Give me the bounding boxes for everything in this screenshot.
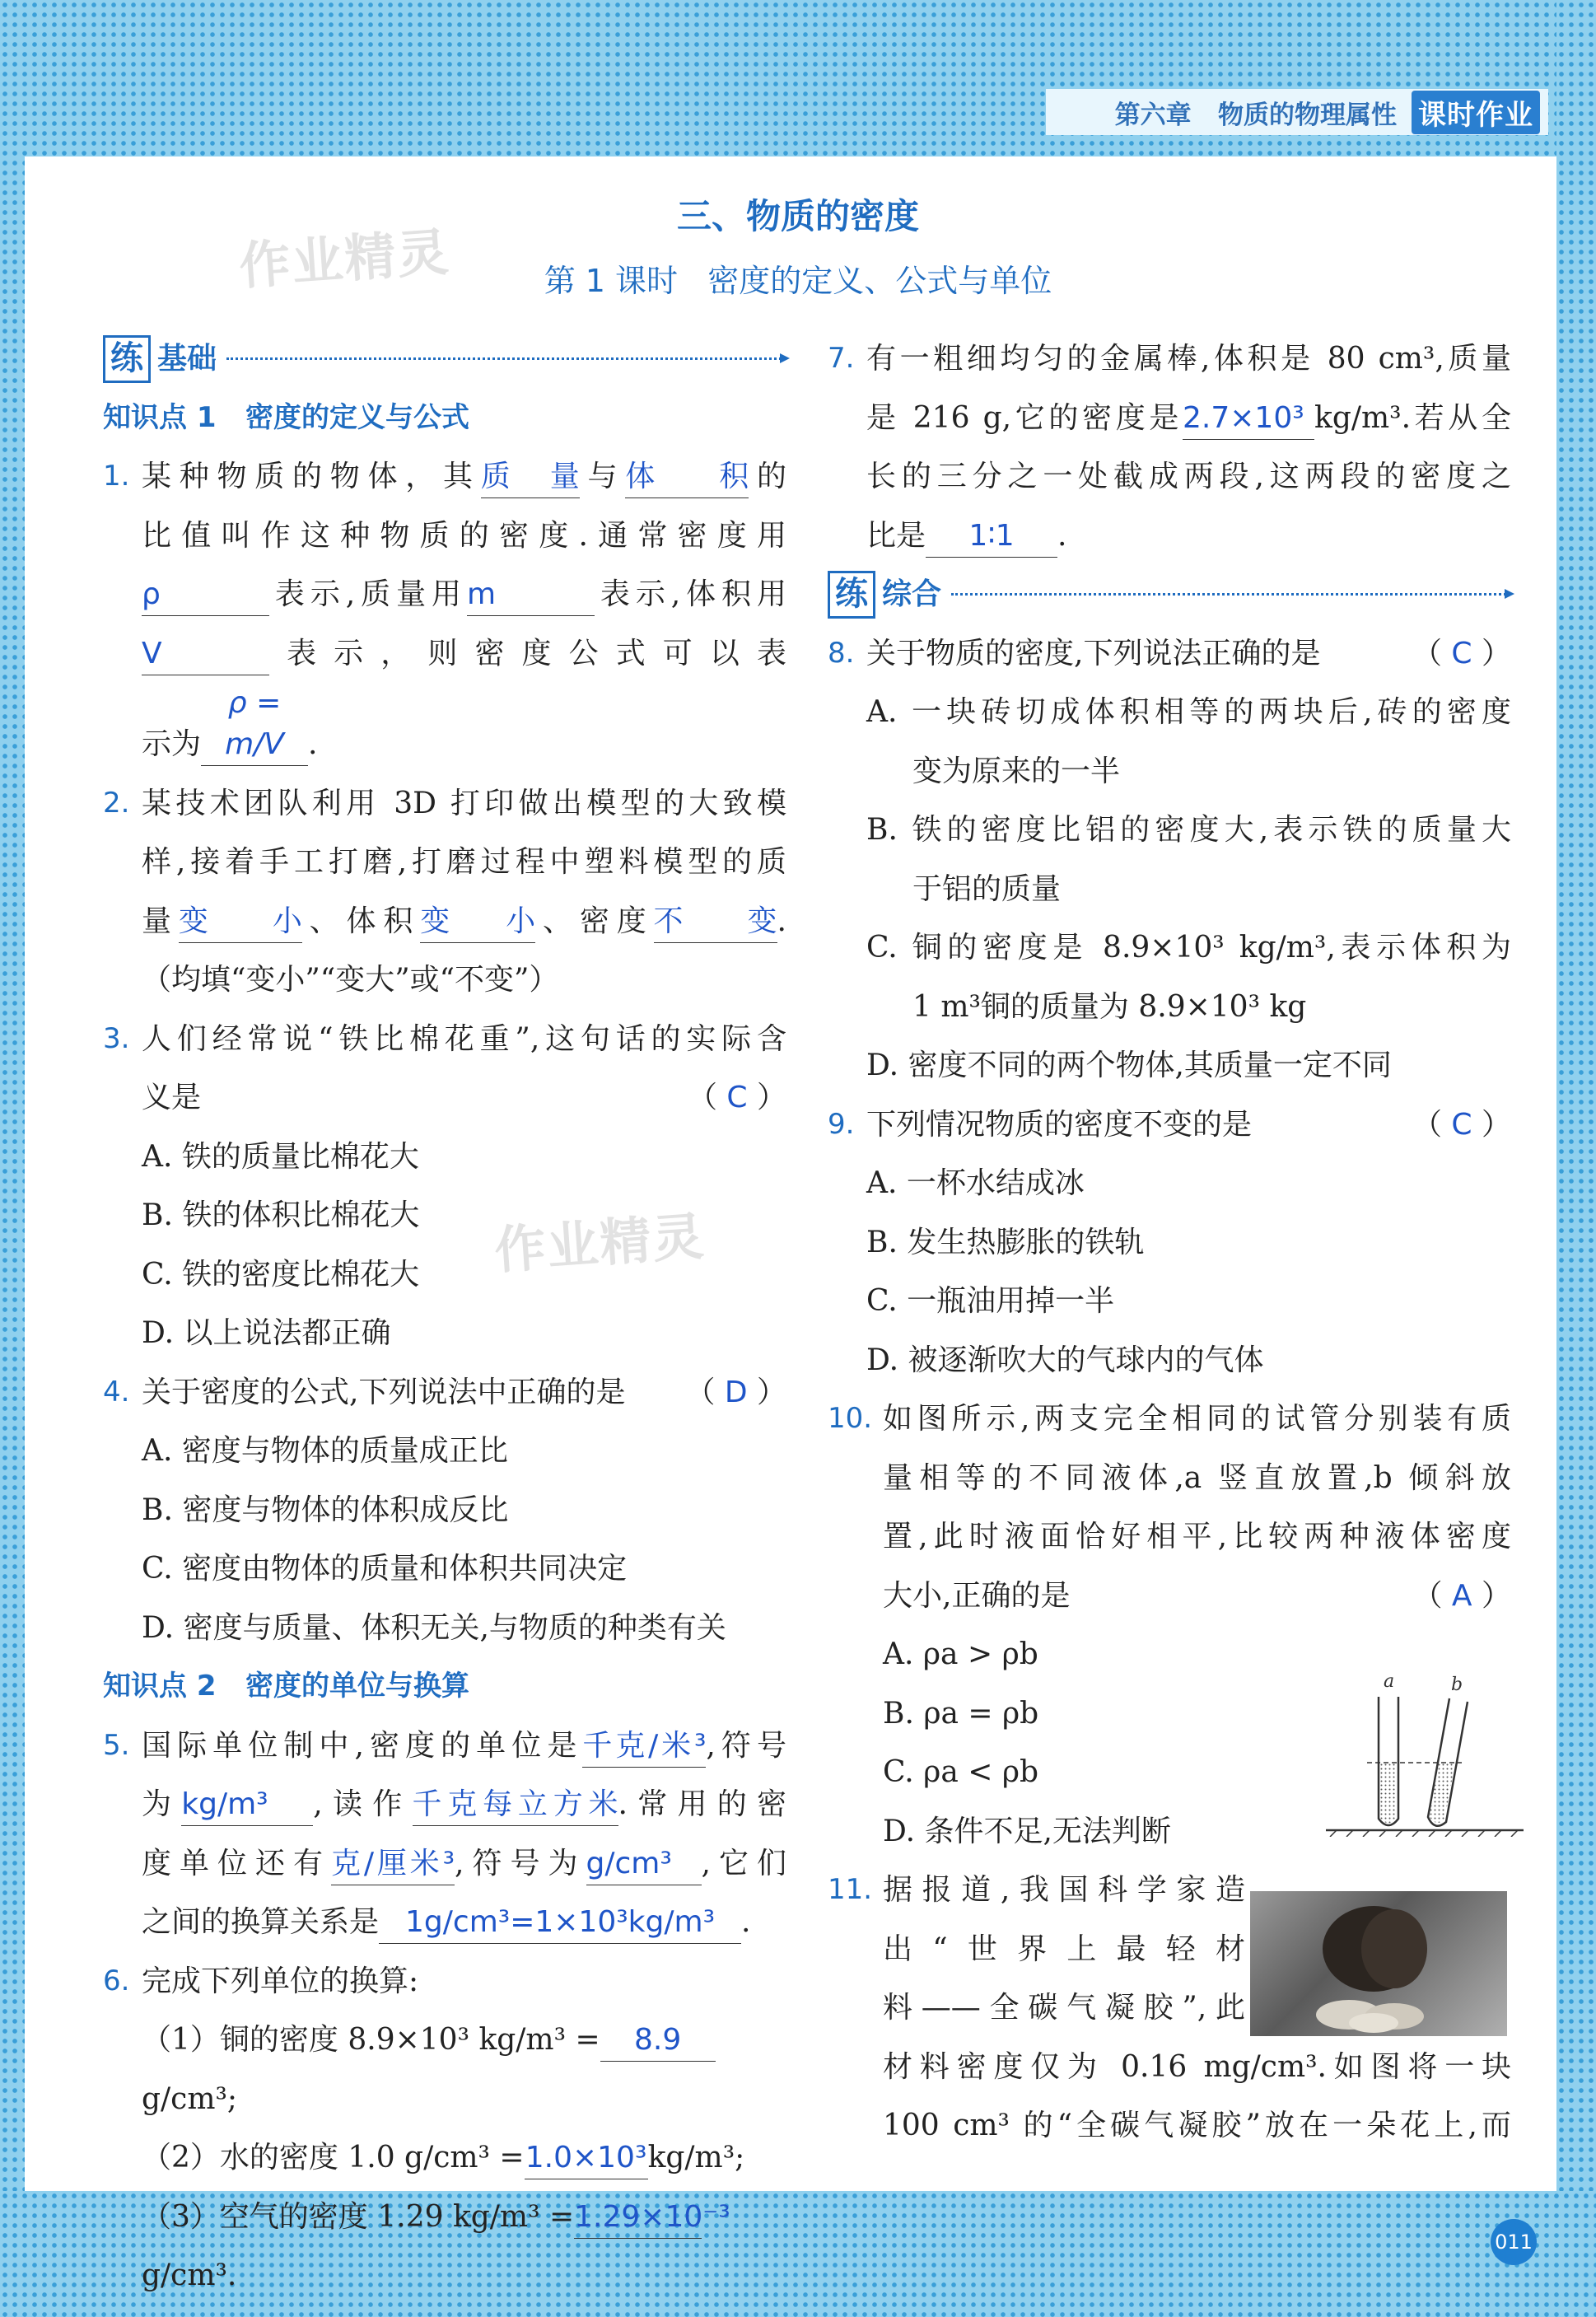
tube-a-label: a — [1384, 1671, 1395, 1692]
aerogel-photo — [1250, 1891, 1507, 2036]
page-number: 011 — [1491, 2219, 1537, 2265]
answer-blank: 不变 — [654, 901, 777, 943]
text: 的 — [749, 460, 786, 493]
option: B. 发生热膨胀的铁轨 — [866, 1225, 1145, 1259]
option: A. 一块砖切成体积相等的两块后,砖的密度 — [866, 695, 1511, 729]
answer-choice: D — [724, 1375, 748, 1409]
text: . — [1057, 518, 1067, 553]
text: 某技术团队利用 3D 打印做出模型的大致模 — [142, 786, 786, 820]
text: . — [777, 904, 786, 938]
text: 完成下列单位的换算: — [142, 1964, 419, 1998]
question-8 — [828, 624, 1511, 684]
option: B. ρa = ρb — [883, 1696, 1039, 1731]
text: 量相等的不同液体,a 竖直放置,b 倾斜放 — [883, 1460, 1511, 1495]
option: A. ρa > ρb — [883, 1637, 1038, 1671]
answer-blank: 变小 — [179, 901, 302, 943]
text: 材料密度仅为 0.16 mg/cm³.如图将一块 — [883, 2049, 1511, 2084]
answer-blank: ρ — [142, 574, 269, 616]
text: . — [308, 727, 318, 761]
question-number: 3. — [103, 1021, 130, 1055]
text: g/cm³. — [142, 2259, 237, 2292]
text: 量 — [142, 904, 179, 938]
test-tubes-figure — [1326, 1656, 1524, 1837]
text: kg/m³.若从全 — [1314, 400, 1511, 435]
question-number: 5. — [103, 1728, 130, 1762]
text: 人们经常说“铁比棉花重”,这句话的实际含 — [142, 1021, 786, 1056]
text: （3）空气的密度 1.29 kg/m³ = — [142, 2199, 575, 2234]
question-number: 11. — [828, 1873, 873, 1906]
text: 置,此时液面恰好相平,比较两种液体密度 — [883, 1520, 1511, 1553]
text: 义是 — [142, 1081, 202, 1114]
option: B. 铁的密度比铝的密度大,表示铁的质量大 — [866, 813, 1511, 847]
text: （1）铜的密度 8.9×10³ kg/m³ = — [142, 2023, 600, 2057]
text: 长的三分之一处截成两段,这两段的密度之 — [866, 460, 1511, 493]
text: 是 216 g,它的密度是 — [866, 400, 1183, 435]
question-9 — [828, 1095, 1511, 1155]
text: 表示，则密度公式可以表 — [269, 636, 786, 670]
option: D. 条件不足,无法判断 — [883, 1814, 1171, 1848]
text: 比是 — [866, 518, 926, 553]
arrow-divider — [226, 357, 786, 360]
option: C. 铁的密度比棉花大 — [142, 1257, 420, 1292]
question-5 — [103, 1717, 786, 1952]
text: 关于密度的公式,下列说法中正确的是 — [142, 1375, 626, 1409]
answer-blank: 1.29×10⁻³ — [574, 2197, 702, 2239]
question-number: 4. — [103, 1375, 130, 1408]
answer-blank: 质量 — [481, 456, 580, 498]
question-2 — [103, 774, 786, 1010]
option: B. 密度与物体的体积成反比 — [142, 1493, 509, 1527]
answer-blank: 变小 — [420, 901, 535, 943]
text: 国际单位制中,密度的单位是 — [142, 1728, 583, 1763]
text: 料——全碳气凝胶”,此 — [883, 1991, 1245, 2025]
question-number: 10. — [828, 1402, 873, 1435]
right-column — [828, 329, 1511, 2156]
answer-blank: V — [142, 633, 269, 675]
text: 如图所示,两支完全相同的试管分别装有质 — [883, 1402, 1511, 1436]
option: C. ρa < ρb — [883, 1755, 1039, 1789]
option: D. 密度不同的两个物体,其质量一定不同 — [866, 1049, 1392, 1082]
watermark: 作业精灵 — [492, 1206, 707, 1281]
sub-question-1 — [103, 2011, 786, 2128]
option: D. 密度与质量、体积无关,与物质的种类有关 — [142, 1610, 726, 1645]
text: （2）水的密度 1.0 g/cm³ = — [142, 2141, 525, 2175]
text: 出“世界上最轻材 — [883, 1932, 1245, 1966]
text: 、密度 — [535, 904, 654, 938]
text: ,符号 — [706, 1728, 786, 1763]
practice-badge: 练 — [103, 335, 151, 383]
answer-blank: 2.7×10³ — [1183, 398, 1314, 440]
text: ,符号为 — [455, 1846, 586, 1880]
text: 样,接着手工打磨,打磨过程中塑料模型的质 — [142, 845, 786, 879]
arrow-divider — [951, 593, 1511, 596]
text: .常用的密 — [618, 1787, 786, 1821]
question-7 — [828, 329, 1511, 565]
text: 某种物质的物体，其 — [142, 460, 481, 493]
answer-paren: （ C ） — [1412, 1107, 1511, 1142]
option: 于铝的质量 — [912, 871, 1062, 906]
option: C. 一瓶油用掉一半 — [866, 1284, 1115, 1318]
brand-logo: 课时作业 — [1412, 91, 1540, 134]
option: D. 以上说法都正确 — [142, 1316, 391, 1350]
text: 表示,质量用 — [269, 577, 467, 611]
tube-a — [1379, 1697, 1398, 1825]
answer-choice: A — [1451, 1578, 1472, 1613]
text: 比值叫作这种物质的密度.通常密度用 — [142, 518, 786, 553]
text: 大小,正确的是 — [883, 1578, 1071, 1613]
answer-blank: 克/厘米³ — [331, 1843, 455, 1885]
sub-question-2 — [103, 2128, 786, 2188]
basics-label: 基础 — [157, 342, 217, 376]
answer-paren: （ C ） — [1412, 636, 1511, 670]
question-number: 7. — [828, 342, 855, 375]
question-6 — [103, 1952, 786, 2011]
answer-blank: m — [467, 574, 595, 616]
sub-question-3 — [103, 2188, 786, 2305]
text: 度单位还有 — [142, 1846, 332, 1880]
comprehensive-header — [828, 565, 1511, 624]
right-dotted-band — [1556, 0, 1596, 2317]
text: 下列情况物质的密度不变的是 — [866, 1107, 1253, 1142]
watermark: 作业精灵 — [237, 222, 452, 297]
chapter-title: 第六章 物质的物理属性 — [1114, 100, 1397, 130]
answer-blank: ρ = m/V — [201, 683, 308, 766]
question-3 — [103, 1010, 786, 1128]
option: C. 密度由物体的质量和体积共同决定 — [142, 1552, 628, 1586]
option: B. 铁的体积比棉花大 — [142, 1198, 420, 1232]
text: ,它们 — [701, 1846, 786, 1880]
answer-blank: 1∶1 — [926, 516, 1057, 558]
option: A. 密度与物体的质量成正比 — [142, 1434, 508, 1468]
question-10 — [828, 1390, 1511, 1625]
left-column — [103, 329, 786, 2305]
text: kg/m³; — [647, 2141, 745, 2175]
tube-b-label: b — [1451, 1675, 1463, 1695]
running-header — [1046, 89, 1548, 135]
section-title: 三、物质的密度 — [676, 196, 919, 236]
answer-blank: 8.9 — [600, 2020, 716, 2062]
answer-paren: （ A ） — [1412, 1578, 1511, 1613]
text: 关于物质的密度,下列说法正确的是 — [866, 636, 1321, 670]
comprehensive-label: 综合 — [882, 577, 942, 611]
instruction-note: （均填“变小”“变大”或“不变”） — [142, 963, 559, 997]
text: 示为 — [142, 727, 202, 761]
question-number: 6. — [103, 1964, 130, 1997]
text: 有一粗细均匀的金属棒,体积是 80 cm³,质量 — [866, 342, 1511, 376]
text: 之间的换算关系是 — [142, 1905, 380, 1939]
practice-badge: 练 — [828, 571, 875, 619]
left-dotted-band — [0, 0, 25, 2317]
answer-choice: C — [1451, 1107, 1472, 1142]
option: A. 一杯水结成冰 — [866, 1166, 1085, 1200]
answer-blank: kg/m³ — [181, 1784, 313, 1826]
basics-header — [103, 329, 786, 389]
knowledge-point-1: 知识点 1 密度的定义与公式 — [103, 400, 470, 434]
answer-blank: 千克每立方米 — [413, 1784, 618, 1826]
question-number: 8. — [828, 636, 855, 670]
question-number: 9. — [828, 1107, 855, 1141]
text: . — [741, 1905, 751, 1939]
option: 1 m³铜的质量为 8.9×10³ kg — [912, 989, 1307, 1024]
option: A. 铁的质量比棉花大 — [142, 1139, 419, 1174]
answer-blank: 1g/cm³=1×10³kg/m³ — [379, 1902, 741, 1944]
option: C. 铜的密度是 8.9×10³ kg/m³,表示体积为 — [866, 931, 1511, 965]
answer-blank: 体积 — [625, 456, 749, 498]
knowledge-point-2: 知识点 2 密度的单位与换算 — [103, 1670, 470, 1703]
answer-paren: （ D ） — [685, 1375, 786, 1409]
text: g/cm³; — [142, 2081, 238, 2116]
text: ,读作 — [313, 1787, 413, 1821]
lesson-title: 第 1 课时 密度的定义、公式与单位 — [544, 263, 1052, 299]
text: 表示,体积用 — [594, 577, 786, 611]
question-1 — [103, 447, 786, 774]
question-number: 1. — [103, 460, 130, 493]
text: 、体积 — [301, 904, 421, 938]
text: 与 — [579, 460, 626, 493]
text: 据报道,我国科学家造 — [883, 1873, 1245, 1907]
answer-choice: C — [726, 1081, 748, 1114]
text: 为 — [142, 1787, 182, 1821]
answer-blank: 千克/米³ — [582, 1726, 706, 1768]
answer-paren: （ C ） — [687, 1081, 786, 1114]
question-number: 2. — [103, 786, 130, 820]
text: 100 cm³ 的“全碳气凝胶”放在一朵花上,而 — [883, 2109, 1511, 2142]
option: 变为原来的一半 — [912, 754, 1121, 788]
option: D. 被逐渐吹大的气球内的气体 — [866, 1343, 1264, 1377]
answer-choice: C — [1451, 636, 1472, 670]
answer-blank: 1.0×10³ — [525, 2137, 648, 2179]
answer-blank: g/cm³ — [586, 1843, 702, 1885]
question-4 — [103, 1363, 786, 1422]
